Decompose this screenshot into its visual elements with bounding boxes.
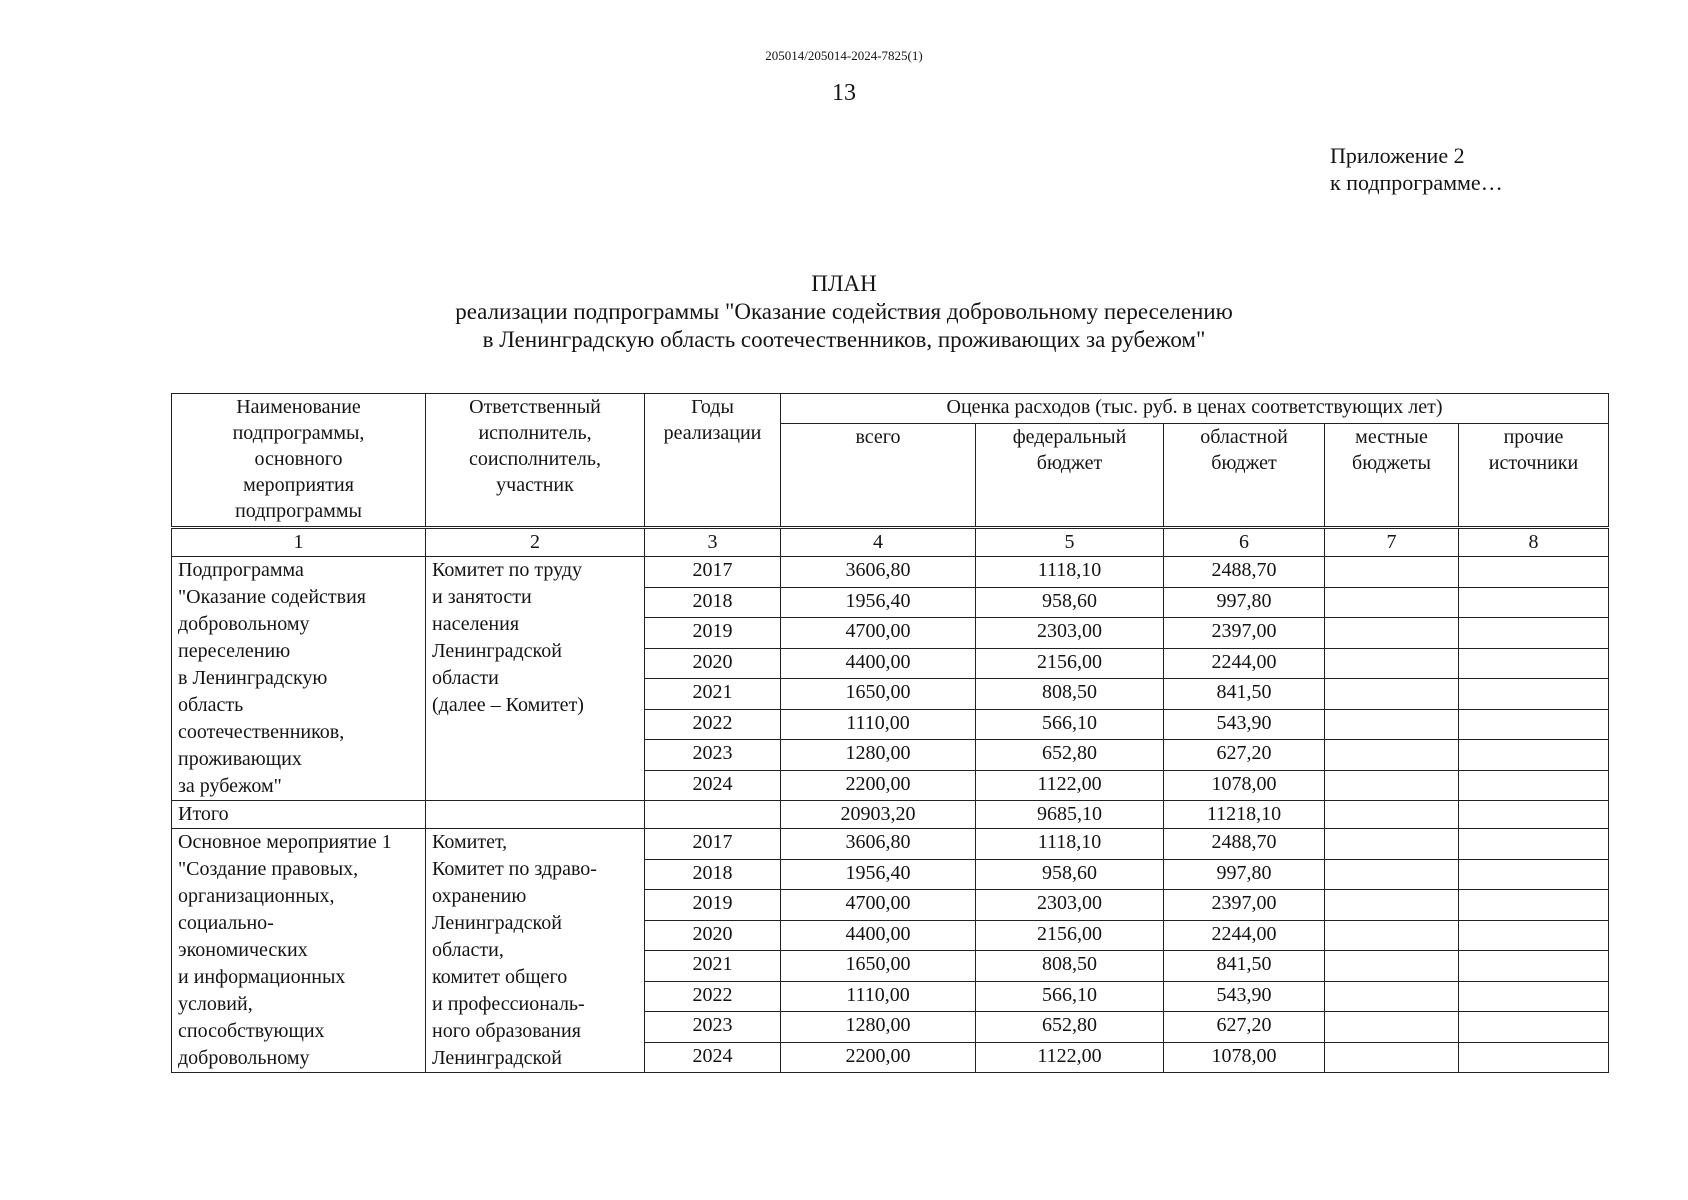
federal-cell: 958,60 — [976, 859, 1164, 890]
federal-cell: 566,10 — [976, 981, 1164, 1012]
header-expenses: Оценка расходов (тыс. руб. в ценах соответствующих лет) — [781, 394, 1609, 424]
header-line: местные — [1355, 426, 1428, 448]
local-cell — [1325, 920, 1459, 951]
activity-name-cell — [172, 557, 426, 801]
header-line: основного — [254, 448, 343, 470]
other-cell — [1459, 770, 1609, 801]
local-cell — [1325, 890, 1459, 921]
regional-cell: 997,80 — [1164, 859, 1325, 890]
other-cell — [1459, 859, 1609, 890]
year-cell: 2018 — [645, 587, 781, 618]
total-cell: 4400,00 — [781, 920, 976, 951]
total-cell: 1650,00 — [781, 951, 976, 982]
year-cell: 2024 — [645, 770, 781, 801]
regional-cell: 997,80 — [1164, 587, 1325, 618]
local-cell — [1325, 801, 1459, 829]
local-cell — [1325, 951, 1459, 982]
federal-cell: 1122,00 — [976, 1042, 1164, 1073]
plan-title — [0, 270, 1688, 354]
executor-line: Комитет по здраво- — [432, 858, 597, 880]
federal-cell: 808,50 — [976, 951, 1164, 982]
table-row — [172, 557, 1609, 588]
year-cell: 2021 — [645, 951, 781, 982]
year-cell: 2024 — [645, 1042, 781, 1073]
activity-name-line: область — [178, 694, 244, 716]
executor-line: области, — [432, 939, 504, 961]
activity-name-line: организационных, — [178, 885, 335, 907]
header-executor — [426, 394, 645, 528]
activity-name-line: "Создание правовых, — [178, 858, 359, 880]
total-cell: 1650,00 — [781, 679, 976, 710]
local-cell — [1325, 587, 1459, 618]
header-line: бюджет — [1036, 452, 1103, 474]
local-cell — [1325, 557, 1459, 588]
total-cell: 4700,00 — [781, 618, 976, 649]
total-row — [172, 801, 1609, 829]
local-cell — [1325, 1042, 1459, 1073]
local-cell — [1325, 709, 1459, 740]
column-number: 1 — [172, 528, 426, 557]
other-cell — [1459, 829, 1609, 860]
header-line: прочие — [1503, 426, 1564, 448]
executor-line: Комитет, — [432, 831, 508, 853]
year-cell: 2023 — [645, 740, 781, 771]
federal-cell: 566,10 — [976, 709, 1164, 740]
executor-line: Ленинградской — [432, 912, 562, 934]
header-line: Годы — [691, 396, 734, 418]
column-number: 7 — [1325, 528, 1459, 557]
year-cell: 2023 — [645, 1012, 781, 1043]
regional-cell: 841,50 — [1164, 679, 1325, 710]
executor-cell — [426, 801, 645, 829]
other-cell — [1459, 1042, 1609, 1073]
page-number: 13 — [832, 80, 856, 106]
regional-cell: 627,20 — [1164, 1012, 1325, 1043]
header-line: источники — [1488, 452, 1579, 474]
other-cell — [1459, 740, 1609, 771]
year-cell: 2017 — [645, 829, 781, 860]
column-numbers-row — [172, 528, 1609, 557]
year-cell: 2019 — [645, 890, 781, 921]
federal-cell: 652,80 — [976, 740, 1164, 771]
document-number: 205014/205014-2024-7825(1) — [765, 48, 923, 63]
other-cell — [1459, 557, 1609, 588]
other-cell — [1459, 679, 1609, 710]
year-cell: 2020 — [645, 920, 781, 951]
activity-name-line: за рубежом" — [178, 775, 282, 797]
regional-cell: 1078,00 — [1164, 770, 1325, 801]
header-line: участник — [496, 474, 574, 496]
other-cell — [1459, 981, 1609, 1012]
other-cell — [1459, 709, 1609, 740]
local-cell — [1325, 981, 1459, 1012]
federal-cell: 652,80 — [976, 1012, 1164, 1043]
other-cell — [1459, 1012, 1609, 1043]
other-cell — [1459, 920, 1609, 951]
regional-cell: 543,90 — [1164, 981, 1325, 1012]
total-cell: 4400,00 — [781, 648, 976, 679]
total-cell: 2200,00 — [781, 1042, 976, 1073]
executor-line: (далее – Комитет) — [432, 694, 584, 716]
header-line: Ответственный — [469, 396, 601, 418]
header-line: Наименование — [236, 396, 361, 418]
regional-cell: 2244,00 — [1164, 648, 1325, 679]
regional-cell: 543,90 — [1164, 709, 1325, 740]
column-number: 6 — [1164, 528, 1325, 557]
executor-line: и занятости — [432, 586, 532, 608]
table-row — [172, 829, 1609, 860]
total-cell: 1956,40 — [781, 859, 976, 890]
activity-name-line: и информационных — [178, 966, 346, 988]
local-cell — [1325, 679, 1459, 710]
header-line: бюджет — [1211, 452, 1277, 474]
federal-cell: 808,50 — [976, 679, 1164, 710]
local-cell — [1325, 648, 1459, 679]
executor-cell — [426, 557, 645, 801]
other-cell — [1459, 618, 1609, 649]
header-line: мероприятия — [243, 474, 354, 496]
total-cell: 1110,00 — [781, 981, 976, 1012]
year-cell: 2017 — [645, 557, 781, 588]
federal-cell: 1118,10 — [976, 829, 1164, 860]
title-line: реализации подпрограммы "Оказание содействия добровольному переселению — [455, 299, 1233, 324]
title-line: в Ленинградскую область соотечественников, проживающих за рубежом" — [482, 327, 1206, 352]
appendix-note — [1330, 142, 1503, 196]
activity-name-cell — [172, 829, 426, 1073]
regional-cell: 2397,00 — [1164, 890, 1325, 921]
column-number: 3 — [645, 528, 781, 557]
other-cell — [1459, 951, 1609, 982]
header-line: исполнитель, — [478, 422, 592, 444]
regional-cell: 2397,00 — [1164, 618, 1325, 649]
federal-cell: 958,60 — [976, 587, 1164, 618]
appendix-line: к подпрограмме… — [1330, 170, 1503, 195]
total-label: Итого — [172, 801, 426, 829]
header-line: соисполнитель, — [468, 448, 601, 470]
header-line: реализации — [663, 422, 762, 444]
total-cell: 2200,00 — [781, 770, 976, 801]
federal-cell: 2156,00 — [976, 920, 1164, 951]
total-cell: 1110,00 — [781, 709, 976, 740]
other-cell — [1459, 587, 1609, 618]
regional-cell: 841,50 — [1164, 951, 1325, 982]
activity-name-line: добровольному — [178, 613, 310, 635]
year-cell: 2020 — [645, 648, 781, 679]
header-federal — [976, 424, 1164, 528]
header-other — [1459, 424, 1609, 528]
activity-name-line: способствующих — [178, 1020, 325, 1042]
plan-table — [171, 393, 1609, 1073]
column-number: 5 — [976, 528, 1164, 557]
regional-cell: 11218,10 — [1164, 801, 1325, 829]
other-cell — [1459, 890, 1609, 921]
local-cell — [1325, 740, 1459, 771]
activity-name-line: экономических — [178, 939, 308, 961]
appendix-line: Приложение 2 — [1330, 143, 1465, 168]
year-cell: 2022 — [645, 709, 781, 740]
activity-name-line: проживающих — [178, 748, 302, 770]
executor-line: Ленинградской — [432, 1047, 562, 1069]
header-regional — [1164, 424, 1325, 528]
federal-cell: 9685,10 — [976, 801, 1164, 829]
executor-line: области — [432, 667, 499, 689]
federal-cell: 2303,00 — [976, 890, 1164, 921]
header-name — [172, 394, 426, 528]
executor-line: Ленинградской — [432, 640, 562, 662]
other-cell — [1459, 801, 1609, 829]
column-number: 2 — [426, 528, 645, 557]
regional-cell: 1078,00 — [1164, 1042, 1325, 1073]
total-cell: 1280,00 — [781, 740, 976, 771]
activity-name-line: добровольному — [178, 1047, 310, 1069]
year-cell: 2021 — [645, 679, 781, 710]
federal-cell: 1122,00 — [976, 770, 1164, 801]
executor-line: ного образования — [432, 1020, 581, 1042]
year-cell: 2019 — [645, 618, 781, 649]
header-line: бюджеты — [1352, 452, 1431, 474]
total-cell: 3606,80 — [781, 829, 976, 860]
header-total: всего — [781, 424, 976, 528]
local-cell — [1325, 1012, 1459, 1043]
executor-line: и профессиональ- — [432, 993, 585, 1015]
regional-cell: 2244,00 — [1164, 920, 1325, 951]
activity-name-line: "Оказание содействия — [178, 586, 366, 608]
year-cell: 2022 — [645, 981, 781, 1012]
local-cell — [1325, 770, 1459, 801]
column-number: 4 — [781, 528, 976, 557]
activity-name-line: Подпрограмма — [178, 559, 304, 581]
header-line: федеральный — [1012, 426, 1127, 448]
total-cell: 4700,00 — [781, 890, 976, 921]
year-cell — [645, 801, 781, 829]
activity-name-line: Основное мероприятие 1 — [178, 831, 392, 853]
header-local — [1325, 424, 1459, 528]
total-cell: 1280,00 — [781, 1012, 976, 1043]
column-number: 8 — [1459, 528, 1609, 557]
executor-line: охранению — [432, 885, 527, 907]
regional-cell: 2488,70 — [1164, 557, 1325, 588]
activity-name-line: условий, — [178, 993, 253, 1015]
federal-cell: 1118,10 — [976, 557, 1164, 588]
activity-name-line: социально- — [178, 912, 274, 934]
regional-cell: 627,20 — [1164, 740, 1325, 771]
local-cell — [1325, 618, 1459, 649]
regional-cell: 2488,70 — [1164, 829, 1325, 860]
other-cell — [1459, 648, 1609, 679]
title-line: ПЛАН — [811, 271, 877, 296]
total-cell: 3606,80 — [781, 557, 976, 588]
executor-line: Комитет по труду — [432, 559, 583, 581]
activity-name-line: переселению — [178, 640, 291, 662]
federal-cell: 2156,00 — [976, 648, 1164, 679]
total-cell: 1956,40 — [781, 587, 976, 618]
local-cell — [1325, 829, 1459, 860]
header-line: областной — [1200, 426, 1288, 448]
executor-line: комитет общего — [432, 966, 568, 988]
local-cell — [1325, 859, 1459, 890]
header-years — [645, 394, 781, 528]
year-cell: 2018 — [645, 859, 781, 890]
total-cell: 20903,20 — [781, 801, 976, 829]
executor-cell — [426, 829, 645, 1073]
header-line: подпрограммы — [235, 500, 362, 522]
activity-name-line: соотечественников, — [178, 721, 345, 743]
activity-name-line: в Ленинградскую — [178, 667, 328, 689]
federal-cell: 2303,00 — [976, 618, 1164, 649]
header-line: подпрограммы, — [232, 422, 365, 444]
executor-line: населения — [432, 613, 520, 635]
